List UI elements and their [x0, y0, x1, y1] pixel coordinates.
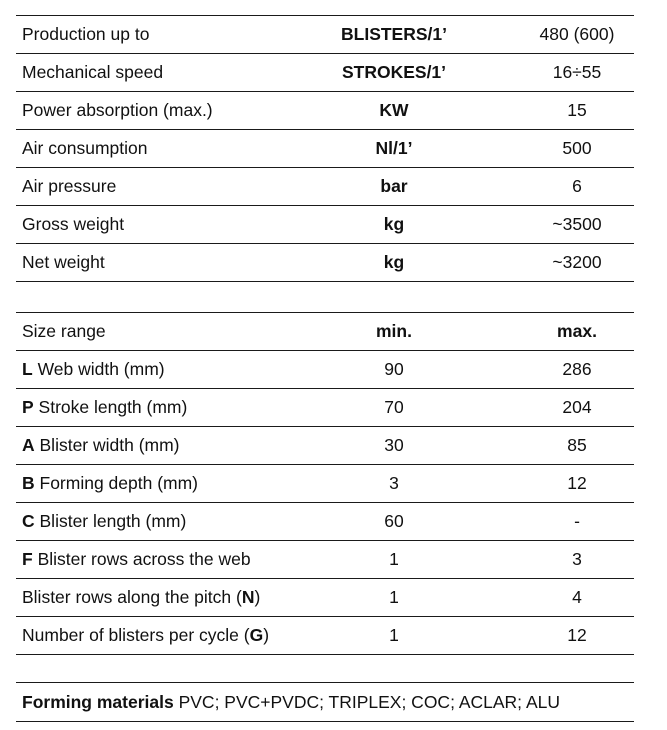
spec-label: Production up to: [22, 24, 150, 44]
spec-row: [16, 244, 634, 282]
forming-materials-table: [16, 682, 634, 722]
size-row-max: 4: [572, 587, 582, 607]
size-range-header-label: Size range: [22, 321, 106, 341]
size-row-key: F: [22, 549, 33, 569]
size-row: [16, 351, 634, 389]
spec-value: 16÷55: [552, 62, 602, 82]
size-row-text: Stroke length (mm): [33, 397, 188, 417]
size-range-table: [16, 312, 634, 655]
spec-value: 480 (600): [539, 24, 615, 44]
size-row-label: [22, 351, 165, 388]
size-row-text: Blister width (mm): [34, 435, 180, 455]
spec-label: Mechanical speed: [22, 62, 164, 82]
size-row-max: 12: [567, 473, 587, 493]
forming-materials-line: [22, 683, 560, 721]
spec-row: [16, 206, 634, 244]
spec-value: ~3500: [552, 214, 602, 234]
size-row-max: -: [574, 511, 580, 531]
size-row-label: [22, 503, 186, 540]
spec-unit: Nl/1’: [375, 138, 413, 158]
spec-unit: kg: [383, 252, 405, 272]
size-row-min: 60: [384, 511, 404, 531]
spec-label: Power absorption (max.): [22, 100, 213, 120]
size-row: [16, 503, 634, 541]
size-row-min: 90: [384, 359, 404, 379]
production-specs-table: [16, 15, 634, 282]
size-row-min: 30: [384, 435, 404, 455]
spec-row: [16, 54, 634, 92]
min-column-header: min.: [376, 321, 412, 341]
spec-unit: BLISTERS/1’: [341, 24, 447, 44]
size-row-label: [22, 541, 251, 578]
size-row-min: 1: [389, 549, 399, 569]
size-row-text: Forming depth (mm): [34, 473, 199, 493]
size-row-max: 204: [562, 397, 592, 417]
size-row-min: 1: [389, 587, 399, 607]
spec-unit: kg: [383, 214, 405, 234]
spec-label: Air pressure: [22, 176, 117, 196]
size-row-key: P: [22, 397, 34, 417]
size-row-max: 286: [562, 359, 592, 379]
size-row-text: Blister length (mm): [34, 511, 187, 531]
size-row-label: [22, 579, 260, 616]
spec-value: 6: [572, 176, 582, 196]
spec-value: ~3200: [552, 252, 602, 272]
size-row-key: N: [241, 587, 255, 607]
size-row-max: 85: [567, 435, 587, 455]
size-row-min: 70: [384, 397, 404, 417]
size-row-key: B: [22, 473, 35, 493]
size-row-label: [22, 389, 187, 426]
max-column-header: max.: [557, 321, 597, 341]
spec-value: 500: [562, 138, 592, 158]
spec-row: [16, 15, 634, 54]
size-range-header-row: [16, 312, 634, 351]
spec-value: 15: [567, 100, 587, 120]
size-row-label: [22, 465, 198, 502]
size-row: [16, 465, 634, 503]
size-row: [16, 579, 634, 617]
forming-materials-row: [16, 682, 634, 722]
size-row: [16, 389, 634, 427]
spec-unit: STROKES/1’: [341, 62, 447, 82]
size-row: [16, 541, 634, 579]
spec-row: [16, 168, 634, 206]
spec-unit: bar: [380, 176, 408, 196]
spec-label: Air consumption: [22, 138, 148, 158]
spec-row: [16, 92, 634, 130]
size-row-prefix: Number of blisters per cycle (: [22, 625, 250, 645]
size-row-key: A: [22, 435, 35, 455]
size-row-min: 3: [389, 473, 399, 493]
forming-materials-label: Forming materials: [22, 692, 174, 712]
size-row-min: 1: [389, 625, 399, 645]
size-row-suffix: ): [263, 625, 270, 645]
forming-materials-value: PVC; PVC+PVDC; TRIPLEX; COC; ACLAR; ALU: [173, 692, 560, 712]
spec-label: Gross weight: [22, 214, 125, 234]
spec-label: Net weight: [22, 252, 105, 272]
spec-row: [16, 130, 634, 168]
size-row: [16, 427, 634, 465]
size-row-text: Blister rows across the web: [32, 549, 251, 569]
size-row: [16, 617, 634, 655]
size-row-key: C: [22, 511, 35, 531]
size-row-max: 3: [572, 549, 582, 569]
size-row-key: L: [22, 359, 33, 379]
size-row-prefix: Blister rows along the pitch (: [22, 587, 242, 607]
size-row-max: 12: [567, 625, 587, 645]
size-row-text: Web width (mm): [32, 359, 165, 379]
size-row-key: G: [249, 625, 264, 645]
size-row-label: [22, 617, 269, 654]
size-row-label: [22, 427, 180, 464]
spec-unit: KW: [379, 100, 409, 120]
size-row-suffix: ): [254, 587, 261, 607]
